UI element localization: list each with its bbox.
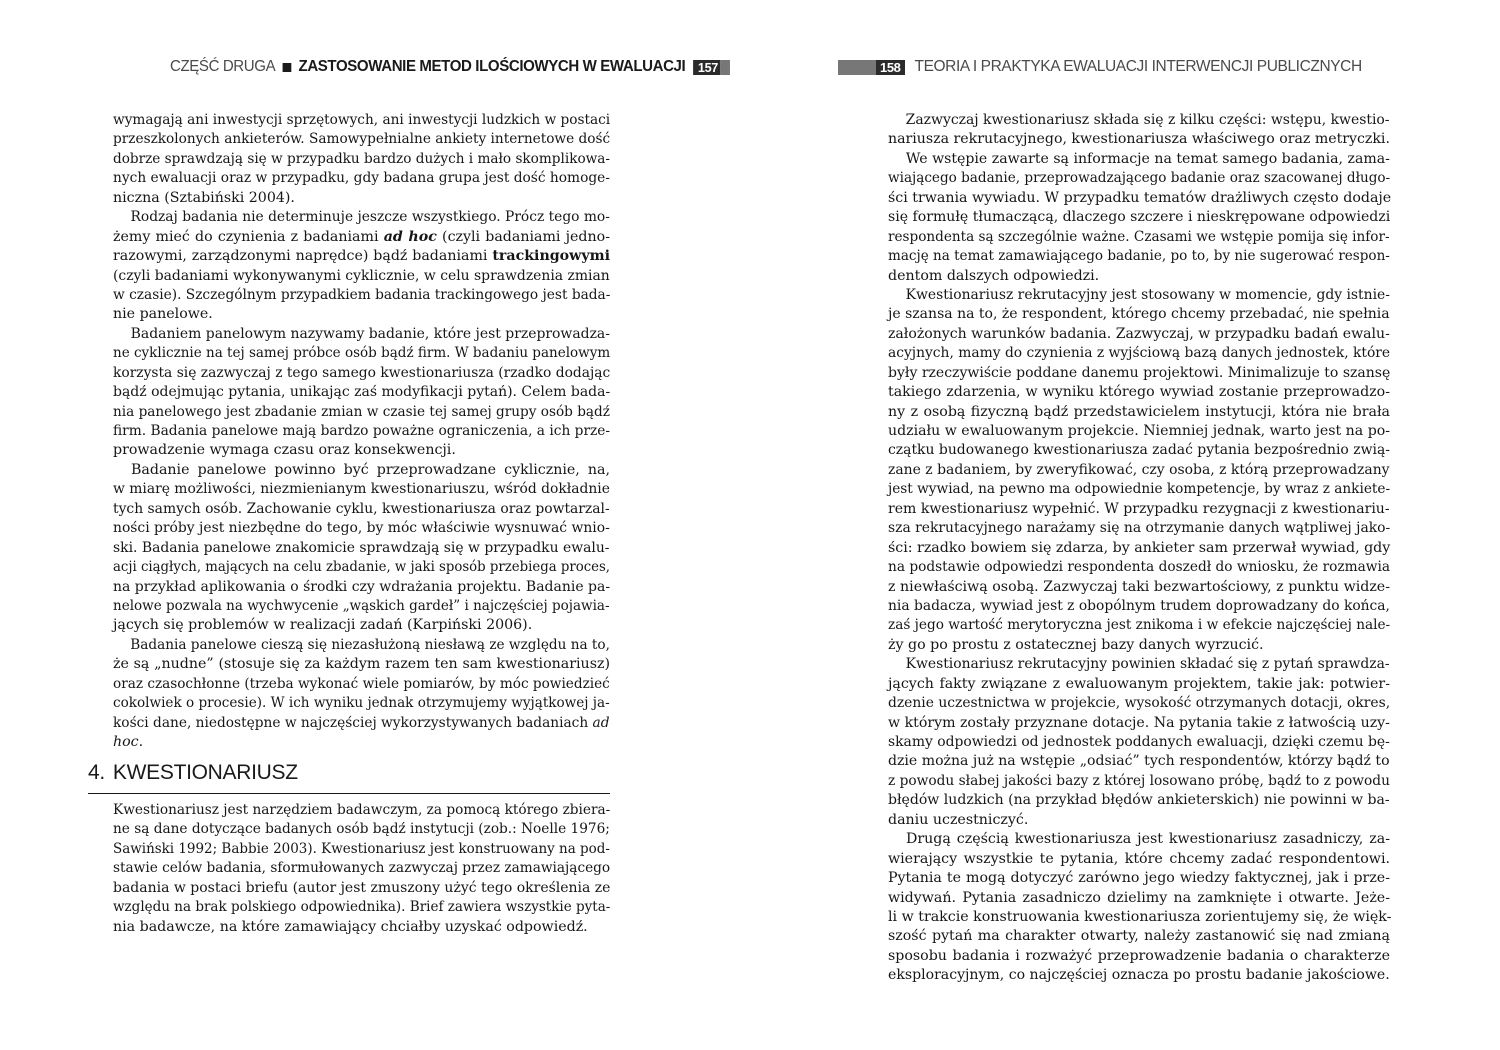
text-run: żemy mieć do czynienia z badaniami: [113, 228, 379, 245]
text-line: ności próby jest niezbędne do tego, by móc właściwie wysnuwać wnio-: [113, 520, 610, 537]
text-line: sza rekrutacyjnego narażamy się na otrzymanie danych wątpliwej jako-: [888, 520, 1391, 537]
text-line: Badanie panelowe powinno być przeprowadzane cyklicznie, na,: [131, 461, 610, 478]
text-run: (czyli badaniami jedno-: [442, 228, 610, 245]
text-line: stawie celów badania, sformułowanych zazwyczaj przez zamawiającego: [113, 860, 611, 877]
text-line: mację na temat zamawiającego badanie, po to, by nie sugerować respon-: [888, 248, 1390, 265]
square-bullet-icon: [283, 63, 292, 72]
text-line: ski. Badania panelowe znakomicie sprawdzają się w przypadku ewalu-: [113, 539, 610, 556]
text-line: zane z badaniem, by zweryfikować, czy osoba, z którą przeprowadzany: [888, 461, 1390, 478]
text-line: czątku budowanego kwestionariusza zadać pytania bezpośrednio zwią-: [888, 442, 1391, 459]
body-text-right: [888, 111, 1390, 986]
text-line: wierający wszystkie te pytania, które chcemy zadać respondentowi.: [888, 850, 1390, 867]
emphasis-ad-hoc: ad hoc: [383, 228, 437, 245]
text-line: badania w postaci briefu (autor jest zmuszony użyć tego określenia ze: [113, 879, 611, 896]
text-line: błędów ludzkich (na przykład błędów ankieterskich) nie powinni w ba-: [888, 792, 1390, 809]
text-line: że są „nudne” (stosuje się za każdym razem ten sam kwestionariusz): [113, 656, 610, 673]
text-line: firm. Badania panelowe mają bardzo poważne ograniczenia, a ich prze-: [113, 423, 611, 439]
text-line: [113, 228, 610, 247]
text-line: nelowe pozwala na wychwycenie „wąskich gardeł” i najczęściej pojawia-: [113, 597, 610, 614]
text-line: Drugą częścią kwestionariusza jest kwestionariusz zasadniczy, za-: [906, 831, 1390, 848]
text-line: jących się problemów w realizacji zadań (Karpiński 2006).: [113, 617, 533, 634]
section-number: 4.: [88, 761, 105, 784]
running-head-right: [838, 55, 1362, 79]
text-line: z powodu słabej jakości bazy z której losowano próbę, bądź to z powodu: [888, 772, 1390, 789]
text-line: Zazwyczaj kwestionariusz składa się z kilku części: wstępu, kwestio-: [905, 112, 1390, 128]
text-line: Rodzaj badania nie determinuje jeszcze wszystkiego. Prócz tego mo-: [130, 209, 610, 226]
text-line: ny z osobą fizyczną bądź przedstawicielem instytucji, która nie brała: [888, 403, 1390, 420]
text-run: razowymi, zarządzonymi naprędce) bądź badaniami: [113, 248, 488, 265]
text-line: eksploracyjnym, co najczęściej oznacza po prostu badanie jakościowe.: [888, 967, 1390, 984]
text-line: [113, 247, 610, 266]
text-line: sposobu badania i rozważyć przeprowadzenie badania o charakterze: [888, 947, 1390, 964]
text-line: dobrze sprawdzają się w przypadku bardzo dużych i mało skomplikowa-: [113, 150, 611, 167]
text-line: Sawiński 1992; Babbie 2003). Kwestionariusz jest konstruowany na pod-: [113, 840, 610, 857]
text-line: zaś jego wartość merytoryczna jest znikoma i w efekcie najczęściej nale-: [888, 617, 1391, 634]
text-line: ści trwania wywiadu. W przypadku tematów drażliwych często dodaje: [888, 189, 1392, 206]
running-head-title: TEORIA I PRAKTYKA EWALUACJI INTERWENCJI PUBLICZNYCH: [914, 58, 1362, 75]
text-line: jących fakty związane z ewaluowanym projektem, takie jak: potwier-: [888, 675, 1390, 692]
text-line: Kwestionariusz rekrutacyjny jest stosowany w momencie, gdy istnie-: [905, 286, 1390, 303]
text-line: ne cyklicznie na tej samej próbce osób bądź firm. W badaniu panelowym: [113, 345, 611, 362]
text-run: .: [138, 734, 144, 750]
text-line: widywań. Pytania zasadniczo dzielimy na zamknięte i otwarte. Jeże-: [888, 889, 1390, 906]
page-number: 157: [693, 60, 721, 75]
text-line: dzenie uczestnictwa w projekcie, wysokość otrzymanych dotacji, okres,: [888, 695, 1391, 712]
text-line: w którym zostały przyznane dotacje. Na pytania takie z łatwością uzy-: [888, 714, 1390, 731]
text-line: (czyli badaniami wykonywanymi cyklicznie, w celu sprawdzenia zmian: [113, 267, 610, 284]
text-line: Kwestionariusz rekrutacyjny powinien składać się z pytań sprawdza-: [905, 656, 1390, 673]
text-line: dzie można już na wstępie „odsiać” tych respondentów, którzy bądź to: [888, 753, 1390, 770]
text-line: ne są dane dotyczące badanych osób bądź instytucji (zob.: Noelle 1976;: [113, 821, 610, 838]
folio-bar: [721, 60, 731, 75]
text-line: wymagają ani inwestycji sprzętowych, ani inwestycji ludzkich w postaci: [113, 112, 611, 128]
text-line: w czasie). Szczególnym przypadkiem badania trackingowego jest bada-: [113, 286, 611, 303]
text-line: We wstępie zawarte są informacje na temat samego badania, zama-: [905, 150, 1390, 167]
text-line: je szansa na to, że respondent, którego chcemy przebadać, nie spełnia: [888, 306, 1390, 323]
text-line: cokolwiek o procesie). W ich wyniku jednak otrzymujemy wyjątkowej ja-: [113, 695, 610, 712]
text-line: prowadzenie wymaga czasu oraz konsekwencji.: [113, 442, 456, 459]
text-line: przeszkolonych ankieterów. Samowypełnialne ankiety internetowe dość: [113, 131, 611, 148]
emphasis-hoc: hoc: [113, 734, 139, 750]
text-run: kości dane, niedostępne w najczęściej wykorzystywanych badaniach: [113, 714, 589, 731]
text-line: acji ciągłych, mających na celu zbadanie, w jaki sposób przebiega proces,: [113, 559, 611, 576]
text-line: udziału w ewaluowanym projekcie. Niemniej jednak, warto jest na po-: [888, 423, 1391, 439]
text-line: ści: rzadko bowiem się zdarza, by ankieter sam przerwał wywiad, gdy: [888, 539, 1391, 556]
running-head-part: CZĘŚĆ DRUGA: [170, 58, 276, 75]
text-line: niczna (Sztabiński 2004).: [113, 189, 295, 206]
text-line: nariusza rekrutacyjnego, kwestionariusza właściwego oraz metryczki.: [888, 131, 1390, 148]
text-line: Badaniem panelowym nazywamy badanie, które jest przeprowadza-: [130, 325, 610, 342]
text-line: [113, 714, 610, 733]
text-line: acyjnych, mamy do czynienia z wyjściową bazą danych jednostek, które: [888, 345, 1391, 362]
text-line: dentom dalszych odpowiedzi.: [888, 267, 1100, 284]
text-line: respondenta są szczególnie ważne. Czasami we wstępie pomija się infor-: [888, 228, 1390, 245]
text-line: oraz czasochłonne (trzeba wykonać wiele pomiarów, by móc powiedzieć: [113, 675, 610, 692]
text-line: szość pytań ma charakter otwarty, należy zastanowić się nad zmianą: [888, 928, 1390, 945]
text-line: na podstawie odpowiedzi respondenta doszedł do wniosku, że rozmawia: [888, 559, 1391, 576]
running-head-left: [170, 55, 730, 79]
text-line: skamy odpowiedzi od jednostek poddanych ewaluacji, dzięki czemu bę-: [888, 734, 1390, 750]
text-line: daniu uczestniczyć.: [888, 811, 1029, 828]
text-line: bądź odejmując pytania, unikając zaś modyfikacji pytań). Celem bada-: [113, 384, 611, 401]
text-line: jest wywiad, na pewno ma odpowiednie kompetencje, by wraz z ankiete-: [888, 481, 1391, 498]
emphasis-trackingowymi: trackingowymi: [492, 248, 610, 265]
page-number: 158: [876, 60, 905, 75]
section-heading: [88, 761, 610, 794]
emphasis-ad: ad: [592, 714, 610, 731]
text-line: założonych warunków badania. Zazwyczaj, w przypadku badań ewalu-: [888, 325, 1390, 342]
text-line: na przykład aplikowania o środki czy wdrażania projektu. Badanie pa-: [113, 578, 611, 595]
text-line: tych samych osób. Zachowanie cyklu, kwestionariusza oraz powtarzal-: [113, 500, 610, 517]
text-line: nie panelowe.: [113, 306, 213, 323]
text-line: nia badacza, wywiad jest z obopólnym trudem doprowadzany do końca,: [888, 597, 1390, 614]
text-line: [113, 733, 610, 752]
text-line: nych ewaluacji oraz w przypadku, gdy badana grupa jest dość homoge-: [113, 170, 610, 187]
text-line: nia panelowego jest zbadanie zmian w czasie tej samej grupy osób bądź: [113, 403, 610, 420]
text-line: nia badawcze, na które zamawiający chciałby uzyskać odpowiedź.: [113, 918, 588, 935]
text-line: się formułę tłumaczącą, dlaczego szczere i nieskrępowane odpowiedzi: [888, 209, 1391, 226]
text-line: Badania panelowe cieszą się niezasłużoną niesławą ze względu na to,: [130, 636, 610, 653]
text-line: li w trakcie konstruowania kwestionariusza zorientujemy się, że więk-: [888, 908, 1392, 925]
running-head-title: ZASTOSOWANIE METOD ILOŚCIOWYCH W EWALUACJI: [298, 58, 686, 75]
text-line: takiego zdarzenia, w wyniku którego wywiad zostanie przeprowadzo-: [888, 384, 1390, 401]
text-line: były rzeczywiście poddane danemu projektowi. Minimalizuje to szansę: [888, 364, 1391, 381]
text-line: Pytania te mogą dotyczyć zarówno jego wiedzy faktycznej, jak i prze-: [888, 870, 1390, 887]
folio-bar: [838, 60, 876, 75]
text-line: rem kwestionariusz wypełnić. W przypadku rezygnacji z kwestionariu-: [888, 500, 1390, 517]
section-text: [113, 801, 610, 937]
text-line: ży go po prostu z ostatecznej bazy danych wyrzucić.: [888, 636, 1264, 653]
right-page: [750, 0, 1500, 1050]
text-line: z niewłaściwą osobą. Zazwyczaj taki bezwartościowy, z punktu widze-: [888, 578, 1390, 595]
section-title: KWESTIONARIUSZ: [112, 761, 298, 784]
body-text-left: [113, 111, 610, 752]
text-line: w miarę możliwości, niezmienianym kwestionariuszu, wśród dokładnie: [113, 481, 610, 498]
text-line: względu na brak polskiego odpowiednika). Brief zawiera wszystkie pyta-: [113, 899, 611, 916]
text-line: korzysta się zazwyczaj z tego samego kwestionariusza (rzadko dodając: [113, 364, 611, 381]
text-line: wiającego badanie, przeprowadzającego badanie oraz szacowanej długo-: [888, 170, 1391, 187]
text-line: Kwestionariusz jest narzędziem badawczym, za pomocą którego zbiera-: [113, 802, 611, 818]
